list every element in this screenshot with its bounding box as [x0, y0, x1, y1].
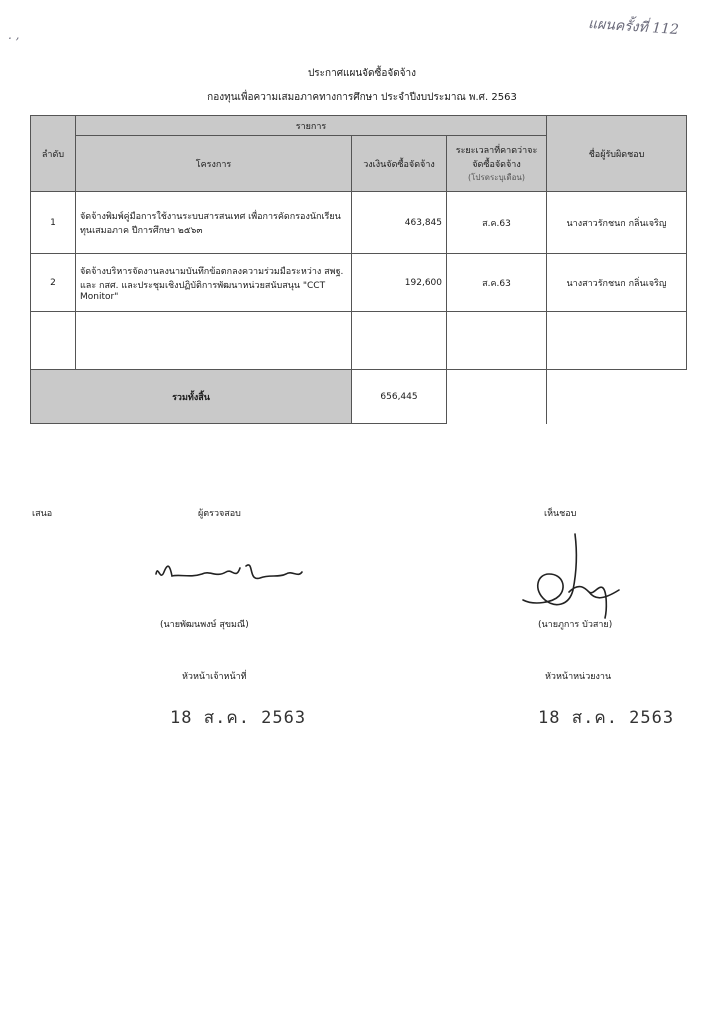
approve-label: เห็นชอบ — [544, 509, 577, 519]
header-time-note: (โปรดระบุเดือน) — [468, 173, 525, 182]
row-time: ส.ค.63 — [447, 192, 547, 254]
table-row-empty — [31, 312, 687, 370]
page-title: ประกาศแผนจัดซื้อจัดจ้าง — [307, 68, 417, 79]
approver-name: (นายภูการ บัวสาย) — [538, 620, 613, 630]
header-items-group: รายการ — [76, 116, 547, 136]
reviewer-date-stamp: 18 ส.ค. 2563 — [170, 708, 307, 728]
header-no: ลำดับ — [31, 116, 76, 192]
table-row — [31, 254, 687, 312]
header-responsible: ชื่อผู้รับผิดชอบ — [547, 116, 687, 192]
row-responsible: นางสาวรักชนก กลิ่นเจริญ — [547, 254, 687, 312]
procurement-table — [30, 115, 687, 424]
row-responsible: นางสาวรักชนก กลิ่นเจริญ — [547, 192, 687, 254]
reviewer-signature — [150, 556, 310, 596]
row-amount: 192,600 — [352, 254, 447, 312]
approver-signature — [515, 530, 625, 620]
header-project: โครงการ — [76, 136, 352, 192]
reviewer-label: ผู้ตรวจสอบ — [198, 509, 241, 519]
header-amount: วงเงินจัดซื้อจัดจ้าง — [352, 136, 447, 192]
header-time — [447, 136, 547, 192]
handwritten-plan-number: แผนครั้งที่ 112 — [587, 15, 680, 39]
row-time: ส.ค.63 — [447, 254, 547, 312]
header-time-label: ระยะเวลาที่คาดว่าจะจัดซื้อจัดจ้าง — [455, 146, 538, 170]
reviewer-position: หัวหน้าเจ้าหน้าที่ — [182, 672, 247, 682]
total-label: รวมทั้งสิ้น — [31, 370, 352, 424]
row-project: จัดจ้างบริหารจัดงานลงนามบันทึกข้อตกลงความร่วมมือระหว่าง สพฐ. และ กสศ. และประชุมเชิงปฏิบัติการพัฒนาหน่วยสนับสนุน "CCT Monitor" — [76, 254, 352, 312]
table-total-row — [31, 370, 687, 424]
row-amount: 463,845 — [352, 192, 447, 254]
corner-dots: . , — [8, 28, 20, 42]
approver-date-stamp: 18 ส.ค. 2563 — [538, 708, 675, 728]
approver-position: หัวหน้าหน่วยงาน — [545, 672, 612, 682]
row-no: 1 — [31, 192, 76, 254]
reviewer-name: (นายพัฒนพงษ์ สุขมณี) — [160, 620, 249, 630]
propose-label: เสนอ — [32, 509, 53, 519]
row-no: 2 — [31, 254, 76, 312]
row-project: จัดจ้างพิมพ์คู่มือการใช้งานระบบสารสนเทศ เพื่อการคัดกรองนักเรียนทุนเสมอภาค ปีการศึกษา ๒๕๖๓ — [76, 192, 352, 254]
total-value: 656,445 — [352, 370, 447, 424]
table-row — [31, 192, 687, 254]
page-subtitle: กองทุนเพื่อความเสมอภาคทางการศึกษา ประจำปีงบประมาณ พ.ศ. 2563 — [207, 92, 517, 103]
